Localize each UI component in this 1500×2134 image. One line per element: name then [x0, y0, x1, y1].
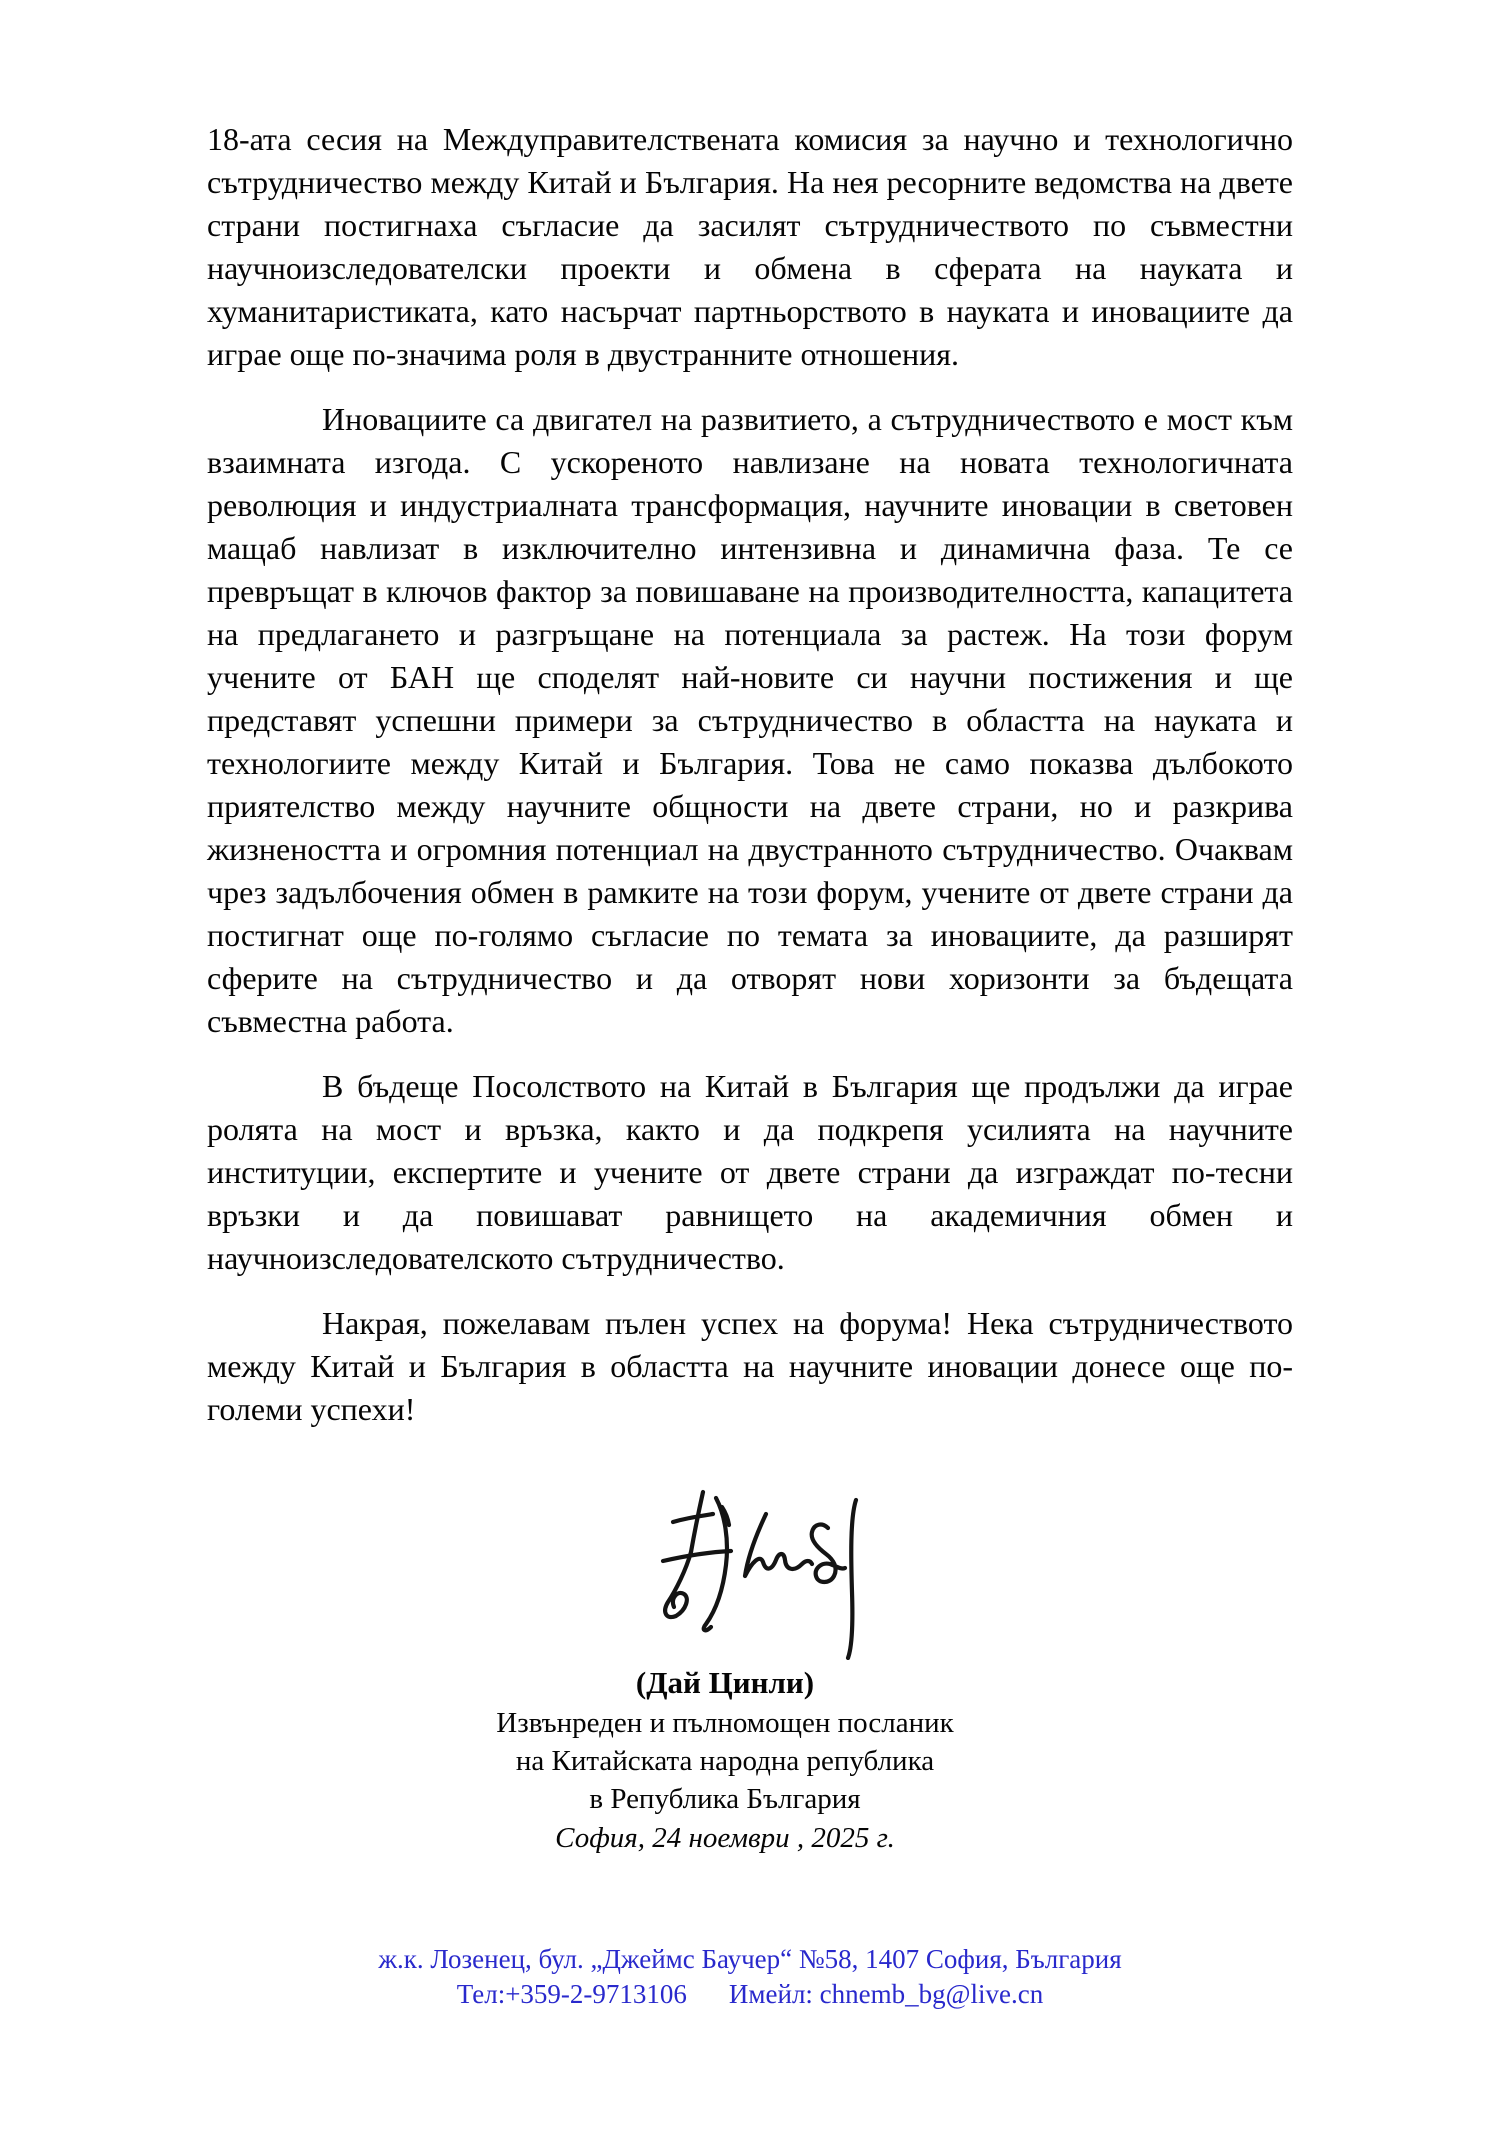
- signature-text-block: [325, 1662, 1125, 1858]
- letter-body: [207, 118, 1293, 1453]
- footer-address: ж.к. Лозенец, бул. „Джеймс Баучер“ №58, 1407 София, България: [378, 1944, 1122, 1974]
- signature-stroke: [673, 1514, 713, 1522]
- signatory-name: (Дай Цинли): [635, 1665, 815, 1700]
- signature-stroke: [848, 1500, 856, 1658]
- signature-stroke: [704, 1498, 727, 1630]
- signature-stroke: [812, 1525, 845, 1582]
- signatory-title-line: в Република България: [589, 1783, 861, 1815]
- signature-block: [0, 1470, 1500, 1930]
- signatory-title-line: Извънреден и пълномощен посланик: [496, 1707, 954, 1739]
- letter-paragraph: Накрая, пожелавам пълен успех на форума! Нека сътрудничеството между Китай и България в областта на научните иновации донесе още по-големи успехи!: [207, 1305, 1293, 1427]
- letter-paragraph: 18-ата сесия на Междуправителствената комисия за научно и технологично сътрудничество между Китай и България. На нея ресорните ведомства на двете страни постигнаха съгласие да засилят сътрудничеството по съвместни научноизследователски проекти и обмена в сферата на науката и хуманитаристиката, като насърчат партньорството в науката и иновациите да играе още по-значима роля в двустранните отношения.: [207, 121, 1293, 372]
- letter-paragraph: В бъдеще Посолството на Китай в България ще продължи да играе ролята на мост и връзка, както и да подкрепя усилията на научните институции, експертите и учените от двете страни да изграждат по-тесни връзки и да повишават равнището на академичния обмен и научноизследователското сътрудничество.: [207, 1068, 1293, 1276]
- handwritten-signature-image: [653, 1488, 865, 1660]
- footer-email: Имейл: chnemb_bg@live.cn: [728, 1979, 1044, 2009]
- signature-stroke: [663, 1551, 731, 1561]
- footer-contact-line: [0, 1977, 1500, 2012]
- footer-phone: Тел:+359-2-9713106: [456, 1979, 687, 2009]
- signature-stroke: [691, 1492, 703, 1552]
- signatory-title-line: на Китайската народна република: [515, 1745, 935, 1777]
- signature-dateline: София, 24 ноември , 2025 г.: [555, 1822, 895, 1854]
- letter-paragraph: Иновациите са двигател на развитието, а сътрудничеството е мост към взаимната изгода. С ускореното навлизане на новата технологичната революция и индустриалната трансформация, научните иновации в световен мащаб навлизат в изключително интензивна и динамична фаза. Те се превръщат в ключов фактор за повишаване на производителността, капацитета на предлагането и разгръщане на потенциала за растеж. На този форум учените от БАН ще споделят най-новите си научни постижения и ще представят успешни примери за сътрудничество в областта на науката и технологиите между Китай и България. Това не само показва дълбокото приятелство между научните общности на двете страни, но и разкрива жизнеността и огромния потенциал на двустранното сътрудничество. Очаквам чрез задълбочения обмен в рамките на този форум, учените от двете страни да постигнат още по-голямо съгласие по темата за иновациите, да разширят сферите на сътрудничество и да отворят нови хоризонти за бъдещата съвместна работа.: [207, 401, 1293, 1039]
- letterhead-footer: [0, 1942, 1500, 2012]
- signature-stroke: [745, 1514, 812, 1576]
